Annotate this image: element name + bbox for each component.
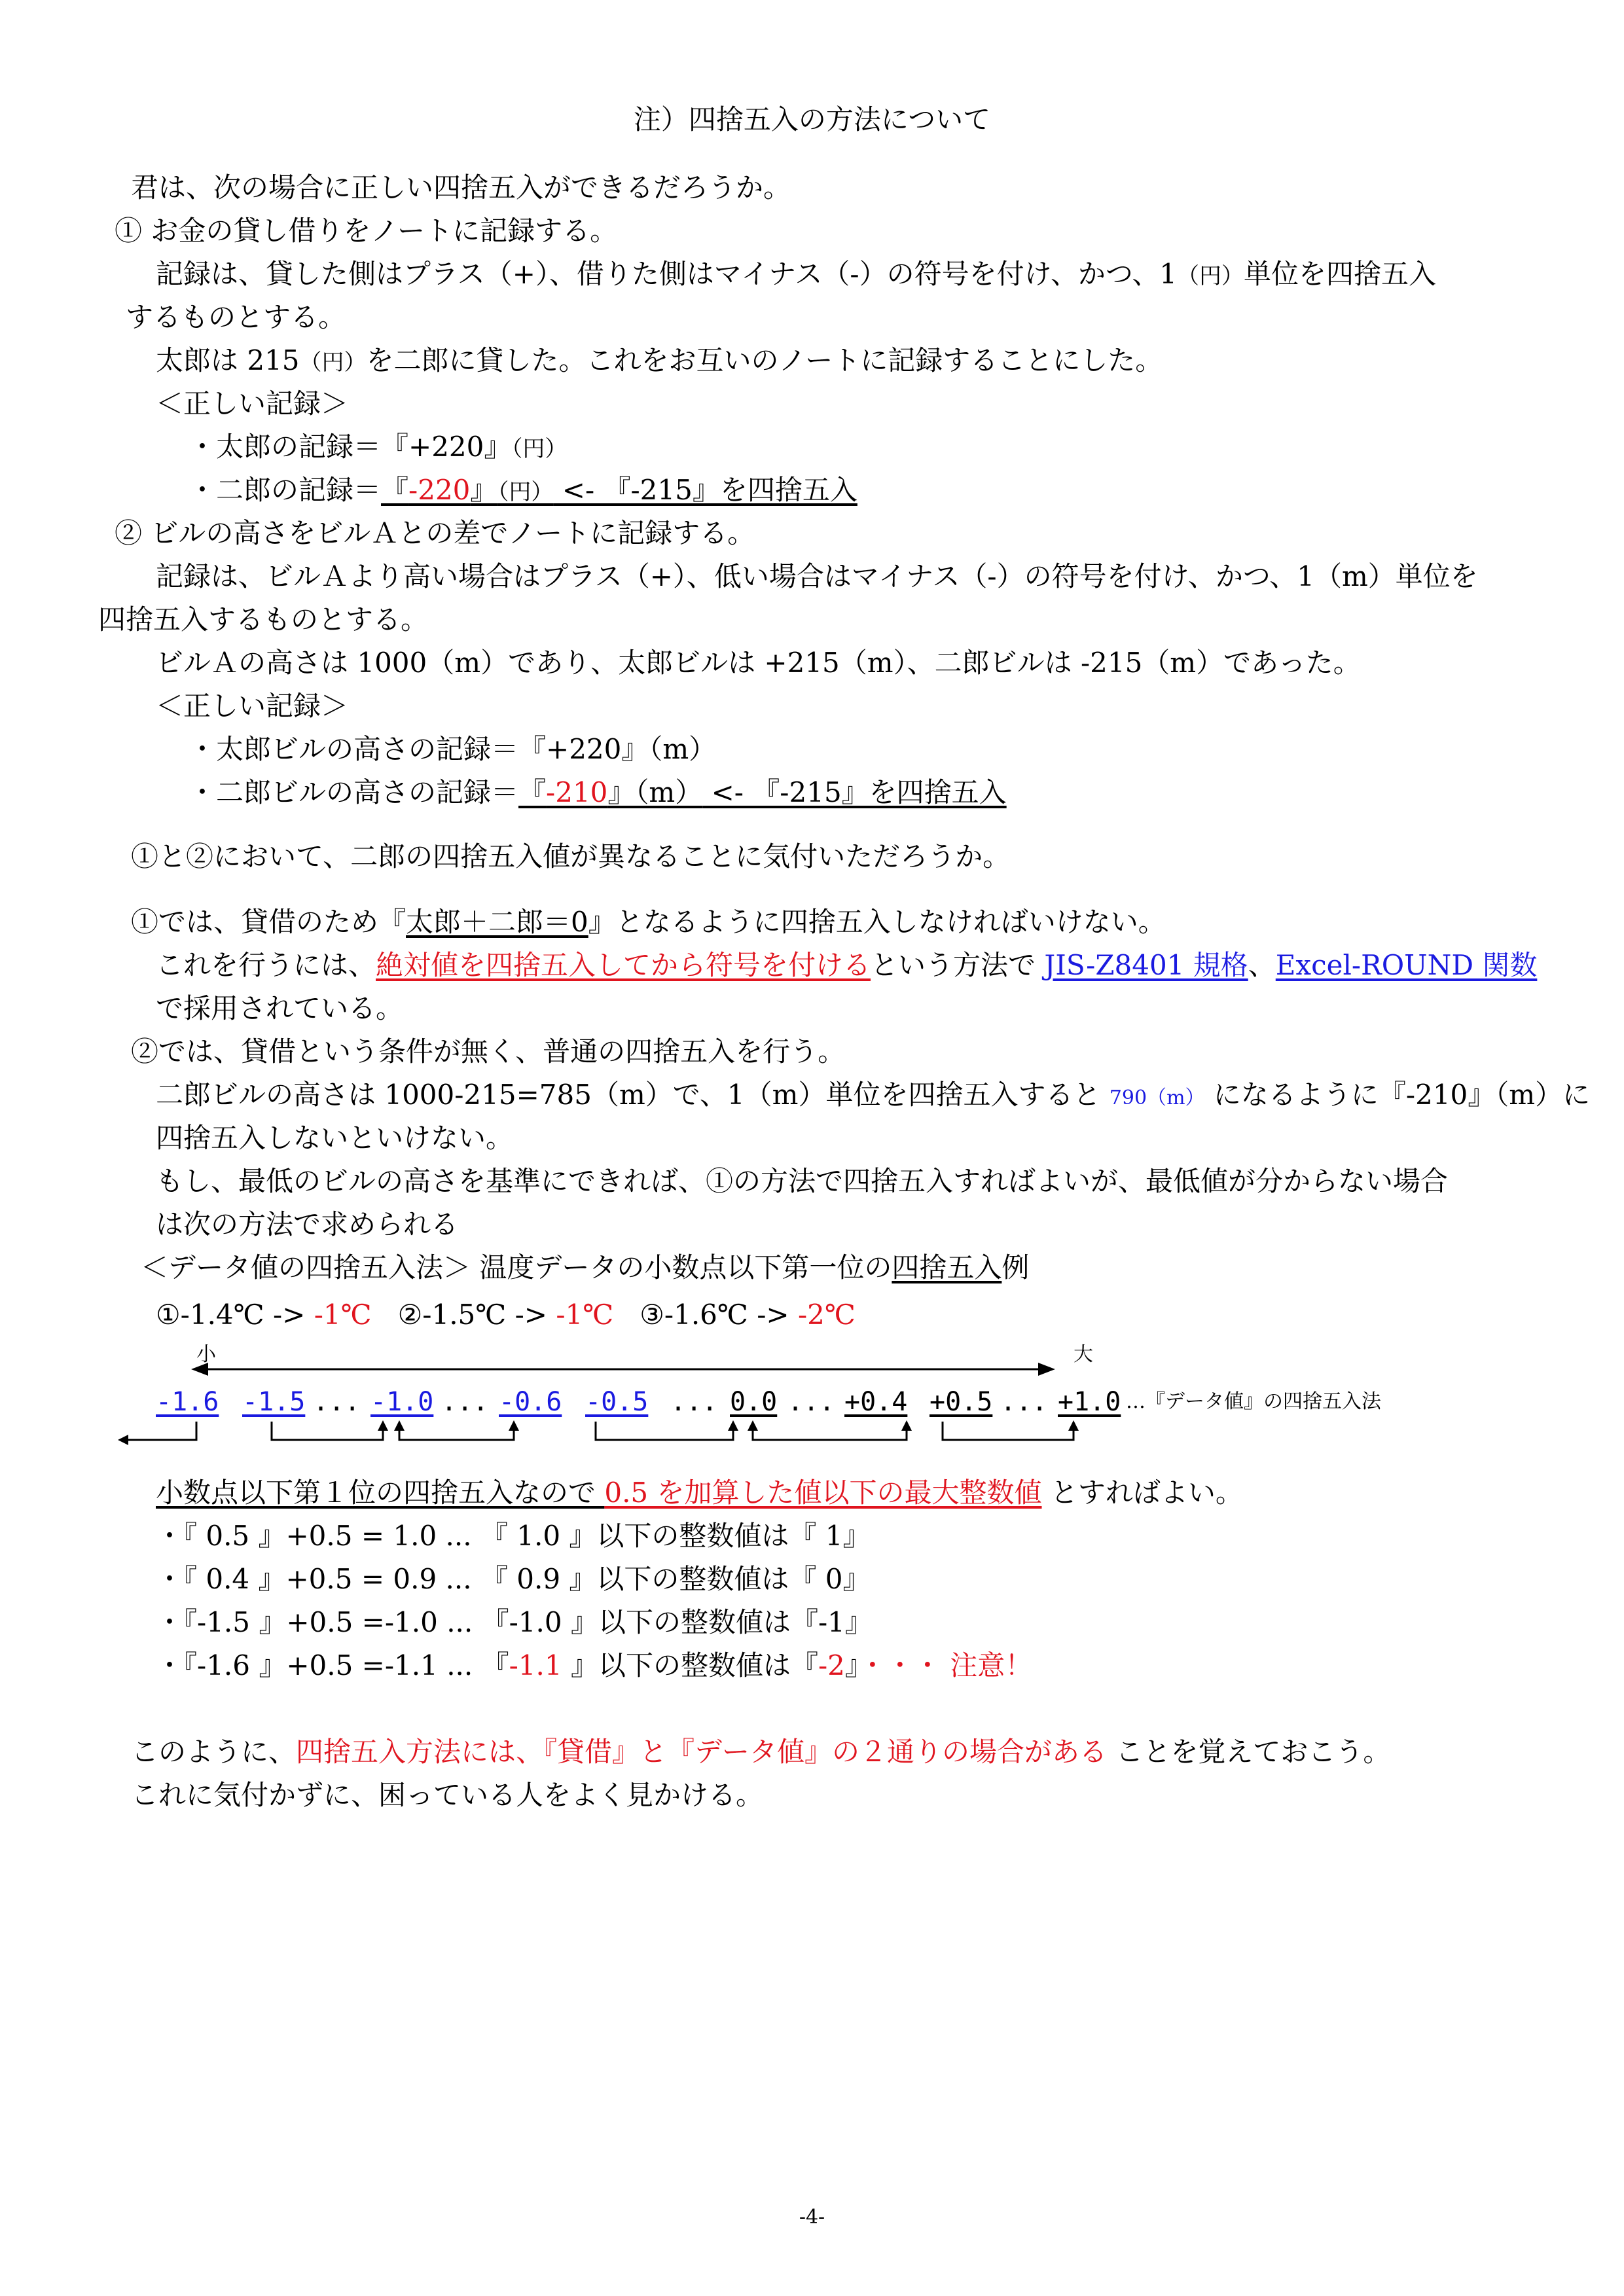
bracket-arrowheads: [118, 1420, 1079, 1445]
arrowhead-b2: [509, 1420, 519, 1431]
bracket-e: [943, 1422, 1074, 1440]
large-label: 大: [1074, 1343, 1093, 1366]
bracket-b: [399, 1427, 514, 1440]
scale-value: 0.0: [730, 1387, 778, 1417]
explain1-line1: ①では、貸借のため『太郎＋二郎＝0』となるように四捨五入しなければいけない。: [131, 906, 1166, 938]
rule-bullet: ・『-1.6 』+0.5 =-1.1 ... 『-1.1 』以下の整数値は『-2』・・・ 注意！: [156, 1649, 1033, 1681]
arrowhead-e: [1068, 1420, 1079, 1431]
case1-rule: 記録は、貸した側はプラス（+）、借りた側はマイナス（-）の符号を付け、かつ、1（円）単位を四捨五入: [156, 258, 1436, 290]
scale-value: -0.5: [585, 1387, 649, 1417]
case1-taro-record: ・太郎の記録＝『+220』（円）: [189, 431, 568, 463]
explain2-line1: ②では、貸借という条件が無く、普通の四捨五入を行う。: [131, 1035, 846, 1067]
case2-jiro-record: ・二郎ビルの高さの記録＝『-210』（m） <- 『-215』を四捨五入: [189, 776, 1007, 808]
group-brackets: [123, 1422, 1074, 1440]
scale-ellipsis: ...: [313, 1387, 361, 1417]
rule-bullet: ・『 0.4 』+0.5 = 0.9 ... 『 0.9 』以下の整数値は『 0』: [156, 1563, 871, 1595]
page-number: -4-: [799, 2206, 825, 2229]
case1-heading: ① お金の貸し借りをノートに記録する。: [115, 215, 618, 247]
scale-ellipsis: ...: [1000, 1387, 1048, 1417]
caution-note: ・・・ 注意！: [858, 1649, 1033, 1681]
scale-ellipsis: ...: [670, 1387, 718, 1417]
explain1-line3: で採用されている。: [156, 992, 404, 1024]
arrowhead-b1: [394, 1420, 405, 1431]
data-method-examples: ①-1.4℃ -> -1℃ ②-1.5℃ -> -1℃ ③-1.6℃ -> -2℃: [156, 1299, 856, 1331]
scale-value: +1.0: [1058, 1387, 1121, 1417]
right-arrowhead: [1038, 1363, 1055, 1376]
explain1-line2: これを行うには、絶対値を四捨五入してから符号を付けるという方法で JIS-Z8401 規格、Excel-ROUND 関数: [156, 949, 1538, 981]
scale-value: +0.5: [929, 1387, 993, 1417]
page-title: 注）四捨五入の方法について: [633, 103, 991, 135]
case2-correct-label: ＜正しい記録＞: [156, 690, 349, 722]
arrowhead-d2: [901, 1420, 912, 1431]
scale-ellipsis: ...: [441, 1387, 489, 1417]
scale-value: -0.6: [499, 1387, 562, 1417]
explain2-line5: は次の方法で求められる: [156, 1208, 459, 1240]
explain2-line4: もし、最低のビルの高さを基準にできれば、①の方法で四捨五入すればよいが、最低値が分からない場合: [156, 1165, 1449, 1197]
excel-round-link[interactable]: Excel-ROUND 関数: [1275, 949, 1538, 981]
scale-value: -1.6: [156, 1387, 219, 1417]
arrowhead-left-end: [118, 1435, 128, 1445]
arrowhead-a: [378, 1420, 388, 1431]
small-label: 小: [196, 1343, 216, 1366]
data-rule: 小数点以下第１位の四捨五入なので 0.5 を加算した値以下の最大整数値 とすればよい。: [156, 1477, 1243, 1509]
bracket-low: [123, 1422, 196, 1440]
jis-link[interactable]: JIS-Z8401 規格: [1044, 949, 1248, 981]
case1-example: 太郎は 215（円）を二郎に貸した。これをお互いのノートに記録することにした。: [156, 344, 1163, 376]
arrowhead-c: [728, 1420, 738, 1431]
case2-rule: 記録は、ビルＡより高い場合はプラス（+）、低い場合はマイナス（-）の符号を付け、かつ、1（m）単位を: [156, 560, 1478, 592]
explain2-line3: 四捨五入しないといけない。: [156, 1122, 514, 1154]
conclusion-line2: これに気付かずに、困っている人をよく見かける。: [131, 1779, 764, 1811]
case2-heading: ② ビルの高さをビルＡとの差でノートに記録する。: [115, 517, 755, 549]
case2-taro-record: ・太郎ビルの高さの記録＝『+220』（m）: [189, 733, 717, 765]
intro-text: 君は、次の場合に正しい四捨五入ができるだろうか。: [131, 171, 791, 204]
rule-bullet: ・『-1.5 』+0.5 =-1.0 ... 『-1.0 』以下の整数値は『-1』: [156, 1606, 873, 1638]
scale-ellipsis: ...: [787, 1387, 835, 1417]
case2-rule-cont: 四捨五入するものとする。: [98, 603, 429, 636]
conclusion-line1: このように、四捨五入方法には、『貸借』と『データ値』の２通りの場合がある ことを覚えておこう。: [131, 1736, 1391, 1768]
scale-value: -1.0: [370, 1387, 434, 1417]
left-arrowhead: [191, 1363, 208, 1376]
arrowhead-d1: [748, 1420, 758, 1431]
case1-rule-cont: するものとする。: [126, 301, 346, 333]
scale-caption: …『データ値』の四捨五入法: [1126, 1390, 1381, 1413]
data-method-heading: ＜データ値の四捨五入法＞ 温度データの小数点以下第一位の四捨五入例: [141, 1251, 1030, 1283]
bracket-c: [596, 1422, 733, 1440]
rule-bullet: ・『 0.5 』+0.5 = 1.0 ... 『 1.0 』以下の整数値は『 1』: [156, 1520, 871, 1552]
notice-text: ①と②において、二郎の四捨五入値が異なることに気付いただろうか。: [131, 840, 1011, 872]
case2-example: ビルＡの高さは 1000（m）であり、太郎ビルは +215（m）、二郎ビルは -215（m）であった。: [156, 647, 1361, 679]
explain2-line2: 二郎ビルの高さは 1000-215=785（m）で、1（m）単位を四捨五入すると 790（m） になるように『-210』（m）に: [156, 1079, 1591, 1111]
bracket-d: [753, 1427, 907, 1440]
case1-jiro-record: ・二郎の記録＝『-220』（円） <- 『-215』を四捨五入: [189, 474, 857, 506]
scale-value: -1.5: [242, 1387, 306, 1417]
case1-correct-label: ＜正しい記録＞: [156, 387, 349, 420]
bracket-a: [272, 1422, 383, 1440]
scale-value: +0.4: [844, 1387, 908, 1417]
